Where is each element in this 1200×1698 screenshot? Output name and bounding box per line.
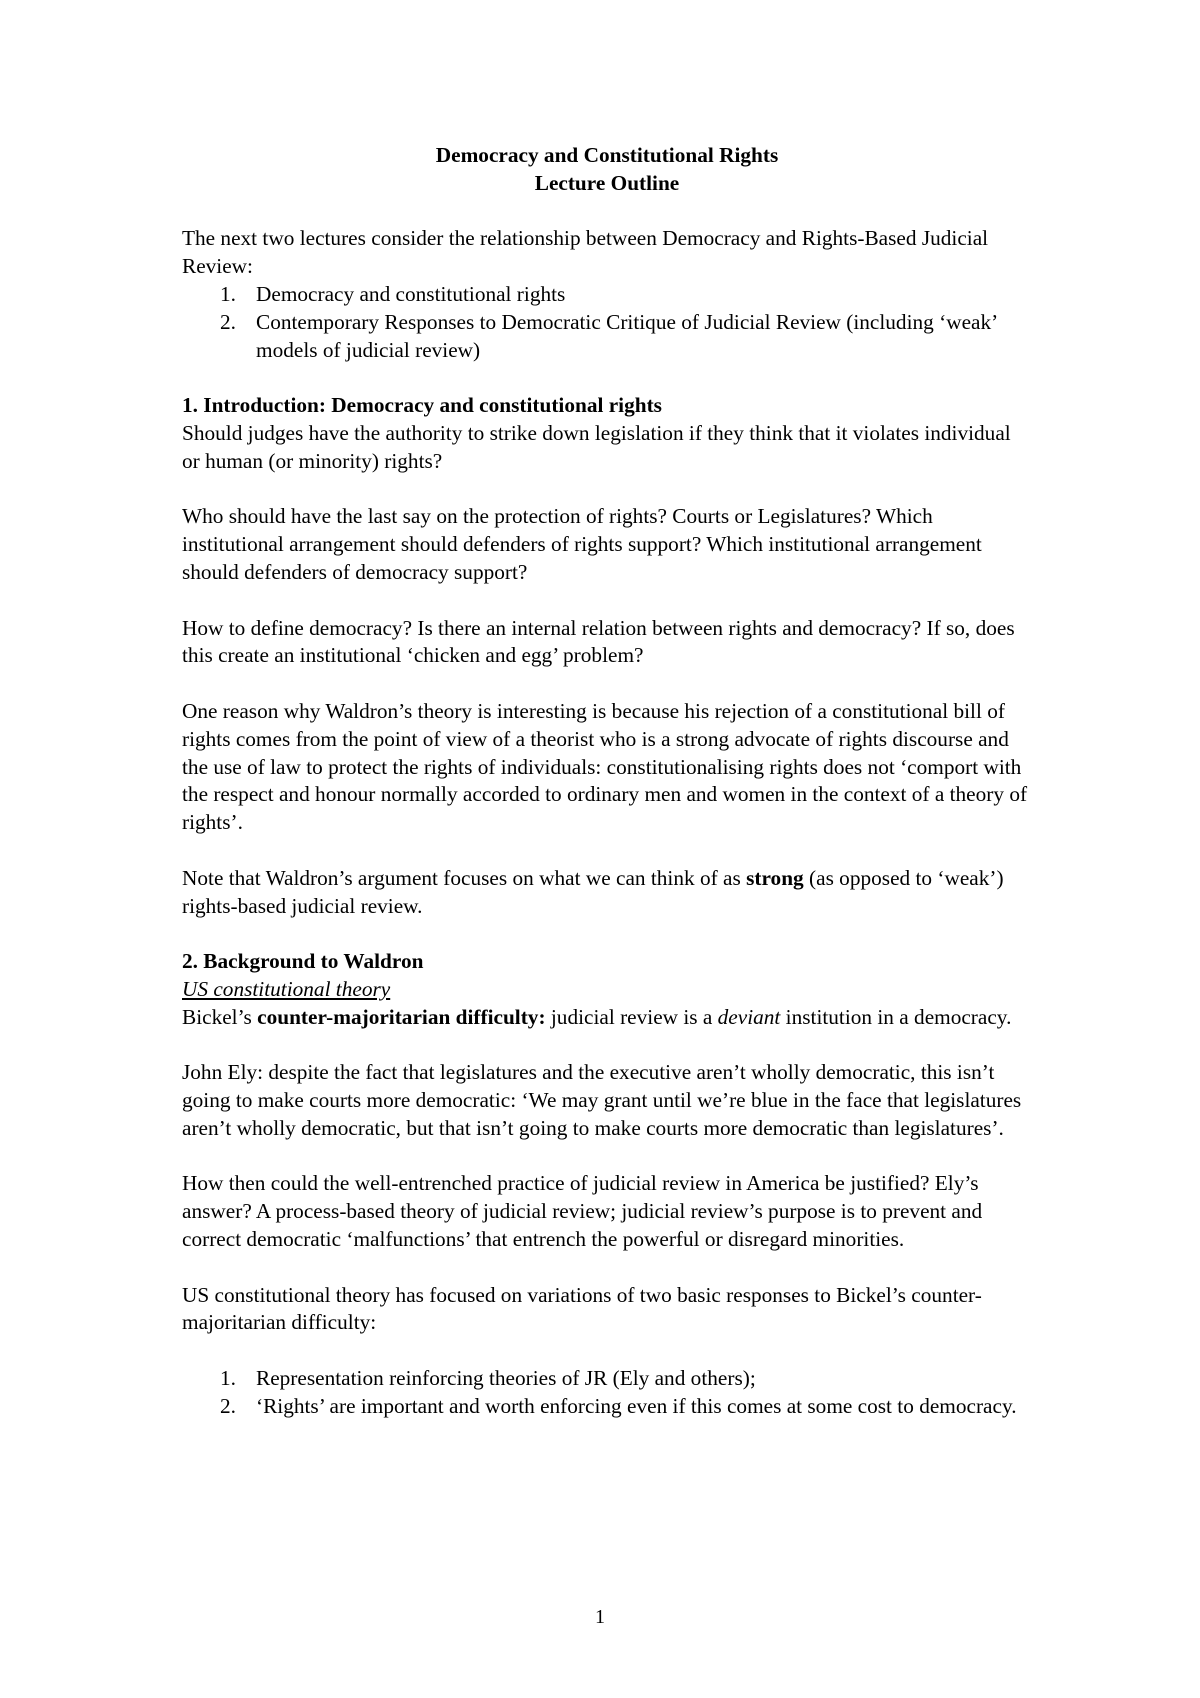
list-item-number: 2. [220, 1393, 236, 1418]
section-2-paragraph-3: How then could the well-entrenched practice of judicial review in America be justified? Ely’s answer? A process-based theory of judicial review; judicial review’s purpose is to prevent and correct democratic ‘malfunctions’ that entrench the powerful or disregard minorities. [182, 1171, 983, 1252]
list-item-number: 1. [220, 1366, 236, 1391]
text-run: Bickel’s [182, 1004, 258, 1029]
subheading-text: US constitutional theory [182, 976, 391, 1001]
document-title: Democracy and Constitutional Rights [435, 143, 779, 167]
text-run: judicial review is a [545, 1004, 718, 1029]
intro-paragraph: The next two lectures consider the relationship between Democracy and Rights-Based Judicial Review: [182, 226, 989, 279]
section-2-paragraph-4: US constitutional theory has focused on variations of two basic responses to Bickel’s counter-majoritarian difficulty: [182, 1282, 982, 1335]
section-2-subheading [182, 976, 1032, 1004]
emphasis-strong: strong [746, 865, 804, 890]
list-item-text: ‘Rights’ are important and worth enforcing even if this comes at some cost to democracy. [256, 1393, 1017, 1418]
list-item [182, 1393, 1032, 1421]
list-item [182, 281, 1032, 309]
section-1-heading: 1. Introduction: Democracy and constitutional rights [182, 393, 662, 418]
list-item [182, 309, 1032, 365]
section-1-paragraph-4: One reason why Waldron’s theory is interesting is because his rejection of a constitutional bill of rights comes from the point of view of a theorist who is a strong advocate of rights discourse and the use of law to protect the rights of individuals: constitutionalising rights does not ‘comport with the respect and honour normally accorded to ordinary men and women in the context of a theory of rights’. [182, 698, 1028, 835]
intro-list [182, 281, 1032, 364]
section-1-paragraph-5 [182, 865, 1032, 921]
page-number: 1 [595, 1606, 605, 1628]
document-page [182, 142, 1032, 1421]
list-item-number: 1. [220, 281, 236, 306]
section-1-paragraph-2: Who should have the last say on the protection of rights? Courts or Legislatures? Which institutional arrangement should defenders of rights support? Which institutional arrangement should defenders of democracy support? [182, 504, 982, 584]
list-item-text: Democracy and constitutional rights [256, 281, 566, 306]
list-item-text: Representation reinforcing theories of JR (Ely and others); [256, 1366, 756, 1391]
list-item-text: Contemporary Responses to Democratic Critique of Judicial Review (including ‘weak’ models of judicial review) [256, 309, 997, 362]
section-2-paragraph-1 [182, 1004, 1032, 1032]
emphasis-deviant: deviant [717, 1004, 781, 1029]
list-item-number: 2. [220, 309, 236, 334]
section-1-paragraph-1: Should judges have the authority to strike down legislation if they think that it violates individual or human (or minority) rights? [182, 420, 1011, 473]
text-run: institution in a democracy. [780, 1004, 1012, 1029]
emphasis-term: counter-majoritarian difficulty: [257, 1004, 546, 1029]
document-subtitle: Lecture Outline [534, 170, 680, 195]
section-2-list [182, 1365, 1032, 1421]
text-run: Note that Waldron’s argument focuses on what we can think of as [182, 865, 747, 890]
section-1-paragraph-3: How to define democracy? Is there an internal relation between rights and democracy? If so, does this create an institutional ‘chicken and egg’ problem? [182, 615, 1015, 668]
text-run: (as opposed to ‘weak’) rights-based judicial review. [182, 865, 1004, 918]
list-item [182, 1365, 1032, 1393]
section-2-heading: 2. Background to Waldron [182, 949, 424, 974]
section-2-paragraph-2: John Ely: despite the fact that legislatures and the executive aren’t wholly democratic, this isn’t going to make courts more democratic: ‘We may grant until we’re blue in the face that legislatures aren’t wholly democratic, but that isn’t going to make courts more democratic than legislatures’. [182, 1060, 1022, 1140]
